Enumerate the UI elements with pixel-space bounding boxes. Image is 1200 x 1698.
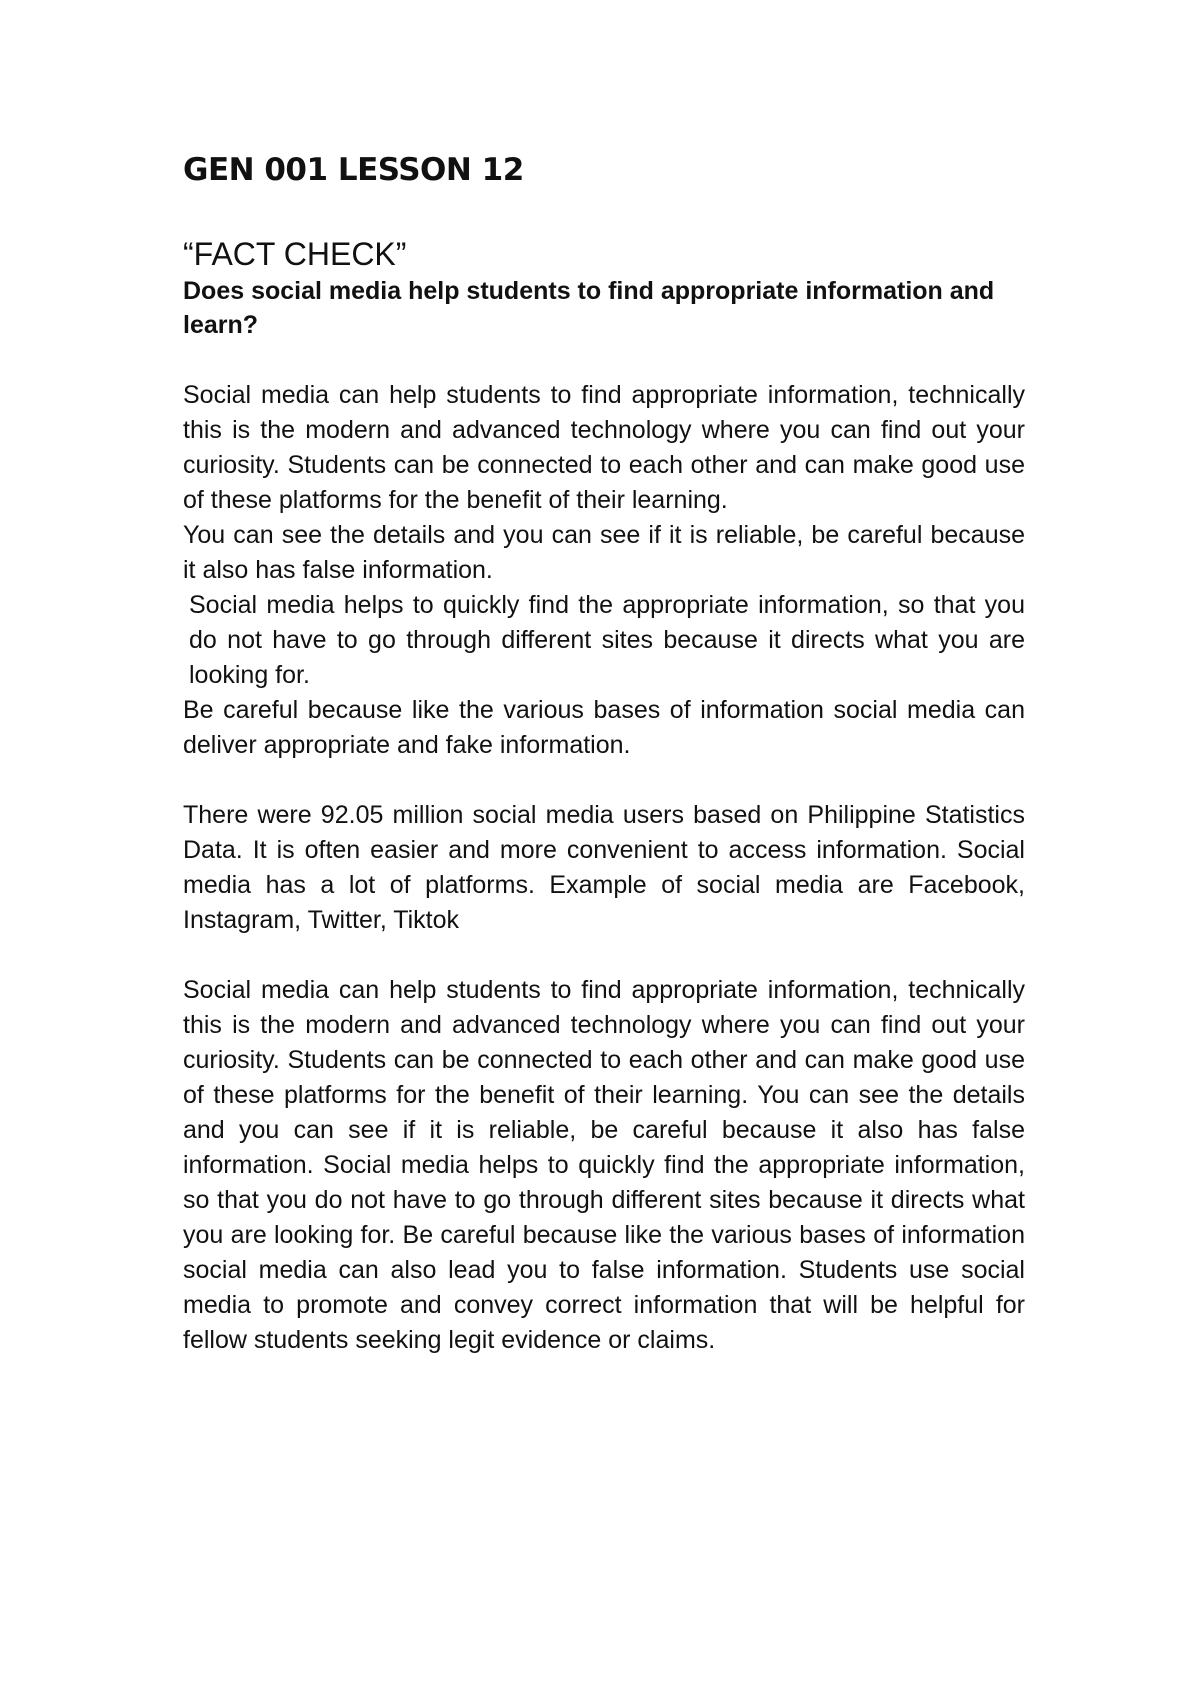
paragraph: Social media helps to quickly find the appropriate information, so that you do not have to go through different sites because it directs what you are looking for.	[189, 591, 1025, 689]
paragraph: Social media can help students to find appropriate information, technically this is the modern and advanced technology where you can find out your curiosity. Students can be connected to each other and can make good use of these platforms for the benefit of their learning.	[183, 381, 1025, 514]
paragraph: Be careful because like the various bases of information social media can deliver appropriate and fake information.	[183, 696, 1025, 759]
paragraph: Social media can help students to find appropriate information, technically this is the modern and advanced technology where you can find out your curiosity. Students can be connected to each other and can make good use of these platforms for the benefit of their learning. You can see the details and you can see if it is reliable, be careful because it also has false information. Social media helps to quickly find the appropriate information, so that you do not have to go through different sites because it directs what you are looking for. Be careful because like the various bases of information social media can also lead you to false information. Students use social media to promote and convey correct information that will be helpful for fellow students seeking legit evidence or claims.	[183, 976, 1025, 1354]
paragraph: There were 92.05 million social media users based on Philippine Statistics Data. It is often easier and more convenient to access information. Social media has a lot of platforms. Example of social media are Facebook, Instagram, Twitter, Tiktok	[183, 801, 1025, 934]
section-title: “FACT CHECK”	[183, 236, 407, 272]
paragraph: You can see the details and you can see if it is reliable, be careful because it also has false information.	[183, 521, 1025, 584]
lesson-title: GEN 001 LESSON 12	[183, 152, 524, 188]
document-page	[183, 150, 1025, 1358]
question-heading: Does social media help students to find appropriate information and learn?	[183, 277, 995, 339]
